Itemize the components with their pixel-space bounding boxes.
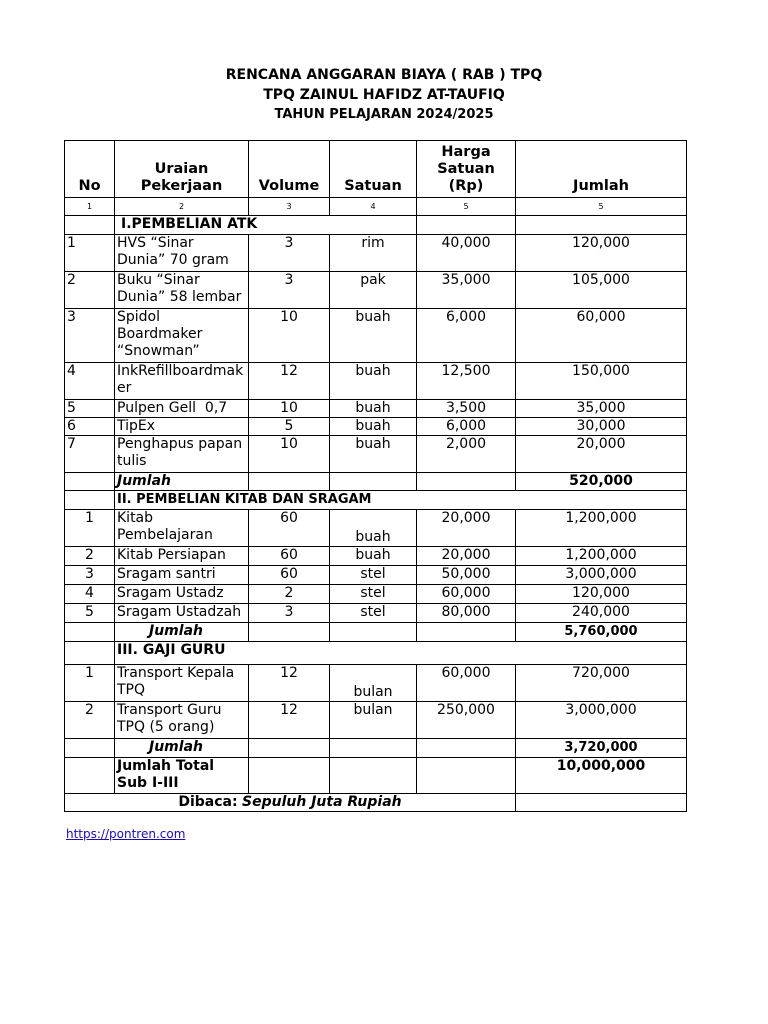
- header-harga: [417, 141, 516, 198]
- subtotal-label: Jumlah: [115, 623, 249, 642]
- row-price: 6,000: [417, 309, 516, 363]
- col-number: 1: [65, 198, 115, 216]
- col-number: 5: [417, 198, 516, 216]
- row-no: 6: [65, 418, 115, 436]
- empty-cell: [417, 623, 516, 642]
- row-unit: buah: [330, 547, 417, 566]
- row-total: 240,000: [516, 604, 687, 623]
- subtotal-row: [65, 739, 687, 758]
- row-price: 40,000: [417, 235, 516, 272]
- row-no: 7: [65, 436, 115, 473]
- row-unit: buah: [330, 510, 417, 547]
- empty-cell: [249, 623, 330, 642]
- institution-name: TPQ ZAINUL HAFIDZ AT-TAUFIQ: [263, 87, 505, 103]
- empty-cell: [417, 758, 516, 794]
- header-satuan: Satuan: [330, 141, 417, 198]
- row-total: 1,200,000: [516, 510, 687, 547]
- row-volume: 12: [249, 665, 330, 702]
- row-desc: Buku “Sinar Dunia” 58 lembar: [115, 272, 249, 309]
- row-total: 30,000: [516, 418, 687, 436]
- section-title-atk: I.PEMBELIAN ATK: [115, 216, 417, 235]
- row-total: 120,000: [516, 235, 687, 272]
- row-no: 5: [65, 604, 115, 623]
- row-no: 3: [65, 566, 115, 585]
- row-total: 1,200,000: [516, 547, 687, 566]
- row-unit: stel: [330, 585, 417, 604]
- row-no: 4: [65, 363, 115, 400]
- header-harga-label: Harga Satuan: [437, 144, 495, 177]
- table-row: [65, 363, 687, 400]
- header-no: No: [65, 141, 115, 198]
- subtotal-value: 520,000: [516, 473, 687, 491]
- row-volume: 10: [249, 309, 330, 363]
- row-volume: 10: [249, 436, 330, 473]
- table-row: [65, 510, 687, 547]
- table-row: [65, 566, 687, 585]
- row-total: 105,000: [516, 272, 687, 309]
- empty-cell: [330, 739, 417, 758]
- row-volume: 60: [249, 510, 330, 547]
- row-desc: Sragam Ustadz: [115, 585, 249, 604]
- row-volume: 60: [249, 566, 330, 585]
- row-total: 120,000: [516, 585, 687, 604]
- read-as-row: [65, 794, 687, 812]
- row-desc: Spidol Boardmaker “Snowman”: [115, 309, 249, 363]
- section-spacer: [65, 491, 115, 510]
- row-volume: 5: [249, 418, 330, 436]
- read-as-prefix: Dibaca:: [178, 794, 238, 810]
- empty-cell: [65, 758, 115, 794]
- table-row: [65, 585, 687, 604]
- row-unit: buah: [330, 400, 417, 418]
- row-desc: Kitab Pembelajaran: [115, 510, 249, 547]
- grand-total-label: Jumlah Total Sub I-III: [115, 758, 249, 794]
- subtotal-row: [65, 473, 687, 491]
- row-desc: Sragam santri: [115, 566, 249, 585]
- row-price: 20,000: [417, 547, 516, 566]
- empty-cell: [65, 739, 115, 758]
- row-total: 35,000: [516, 400, 687, 418]
- empty-cell: [65, 473, 115, 491]
- row-unit: stel: [330, 604, 417, 623]
- row-desc: InkRefillboardmaker: [115, 363, 249, 400]
- row-no: 2: [65, 702, 115, 739]
- empty-cell: [65, 623, 115, 642]
- header-volume: Volume: [249, 141, 330, 198]
- subtotal-value: 3,720,000: [516, 739, 687, 758]
- row-price: 12,500: [417, 363, 516, 400]
- row-desc: Kitab Persiapan: [115, 547, 249, 566]
- subtotal-value: 5,760,000: [516, 623, 687, 642]
- table-row: [65, 665, 687, 702]
- section-spacer: [417, 216, 516, 235]
- subtotal-row: [65, 623, 687, 642]
- row-unit: bulan: [330, 665, 417, 702]
- row-price: 3,500: [417, 400, 516, 418]
- row-no: 2: [65, 547, 115, 566]
- row-price: 6,000: [417, 418, 516, 436]
- row-no: 4: [65, 585, 115, 604]
- col-number: 3: [249, 198, 330, 216]
- empty-cell: [516, 794, 687, 812]
- empty-cell: [249, 758, 330, 794]
- table-row: [65, 604, 687, 623]
- row-unit: buah: [330, 363, 417, 400]
- row-desc: Pulpen Gell 0,7: [115, 400, 249, 418]
- section-title-kitab: II. PEMBELIAN KITAB DAN SRAGAM: [115, 491, 687, 510]
- row-unit: buah: [330, 309, 417, 363]
- document-title: RENCANA ANGGARAN BIAYA ( RAB ) TPQ: [225, 67, 543, 83]
- row-no: 1: [65, 665, 115, 702]
- empty-cell: [249, 473, 330, 491]
- budget-table: [64, 140, 687, 812]
- table-row: [65, 418, 687, 436]
- row-no: 1: [65, 510, 115, 547]
- read-as-cell: [65, 794, 516, 812]
- header-jumlah: Jumlah: [516, 141, 687, 198]
- section-title-gaji: III. GAJI GURU: [115, 642, 687, 665]
- row-price: 60,000: [417, 665, 516, 702]
- row-volume: 3: [249, 272, 330, 309]
- row-price: 50,000: [417, 566, 516, 585]
- row-unit: pak: [330, 272, 417, 309]
- section-spacer: [516, 216, 687, 235]
- empty-cell: [330, 473, 417, 491]
- empty-cell: [330, 758, 417, 794]
- row-desc: Transport Guru TPQ (5 orang): [115, 702, 249, 739]
- row-price: 20,000: [417, 510, 516, 547]
- row-unit: buah: [330, 418, 417, 436]
- row-no: 3: [65, 309, 115, 363]
- row-total: 720,000: [516, 665, 687, 702]
- row-desc: HVS “Sinar Dunia” 70 gram: [115, 235, 249, 272]
- section-spacer: [65, 216, 115, 235]
- table-row: [65, 235, 687, 272]
- row-total: 20,000: [516, 436, 687, 473]
- row-total: 60,000: [516, 309, 687, 363]
- row-no: 2: [65, 272, 115, 309]
- row-volume: 12: [249, 363, 330, 400]
- row-desc: TipEx: [115, 418, 249, 436]
- table-row: [65, 702, 687, 739]
- table-row: [65, 272, 687, 309]
- row-volume: 12: [249, 702, 330, 739]
- empty-cell: [249, 739, 330, 758]
- footer-link[interactable]: https://pontren.com: [66, 827, 186, 841]
- empty-cell: [417, 739, 516, 758]
- row-price: 35,000: [417, 272, 516, 309]
- academic-year: TAHUN PELAJARAN 2024/2025: [274, 107, 494, 122]
- table-row: [65, 309, 687, 363]
- row-desc: Penghapus papan tulis: [115, 436, 249, 473]
- section-spacer: [65, 642, 115, 665]
- row-price: 2,000: [417, 436, 516, 473]
- empty-cell: [417, 473, 516, 491]
- col-number: 5: [516, 198, 687, 216]
- header-harga-unit: (Rp): [448, 178, 484, 194]
- read-as-text: Sepuluh Juta Rupiah: [242, 794, 402, 810]
- row-volume: 3: [249, 604, 330, 623]
- table-row: [65, 547, 687, 566]
- table-row: [65, 400, 687, 418]
- row-total: 3,000,000: [516, 702, 687, 739]
- row-unit: stel: [330, 566, 417, 585]
- row-unit: bulan: [330, 702, 417, 739]
- grand-total-row: [65, 758, 687, 794]
- row-no: 5: [65, 400, 115, 418]
- row-volume: 3: [249, 235, 330, 272]
- subtotal-label: Jumlah: [115, 473, 249, 491]
- row-volume: 2: [249, 585, 330, 604]
- row-no: 1: [65, 235, 115, 272]
- header-uraian: Uraian Pekerjaan: [115, 141, 249, 198]
- row-price: 60,000: [417, 585, 516, 604]
- row-price: 80,000: [417, 604, 516, 623]
- row-volume: 60: [249, 547, 330, 566]
- row-price: 250,000: [417, 702, 516, 739]
- row-desc: Sragam Ustadzah: [115, 604, 249, 623]
- row-volume: 10: [249, 400, 330, 418]
- col-number: 2: [115, 198, 249, 216]
- table-row: [65, 436, 687, 473]
- subtotal-label: Jumlah: [115, 739, 249, 758]
- row-unit: buah: [330, 436, 417, 473]
- empty-cell: [330, 623, 417, 642]
- grand-total-value: 10,000,000: [516, 758, 687, 794]
- row-total: 3,000,000: [516, 566, 687, 585]
- col-number: 4: [330, 198, 417, 216]
- row-unit: rim: [330, 235, 417, 272]
- row-desc: Transport Kepala TPQ: [115, 665, 249, 702]
- row-total: 150,000: [516, 363, 687, 400]
